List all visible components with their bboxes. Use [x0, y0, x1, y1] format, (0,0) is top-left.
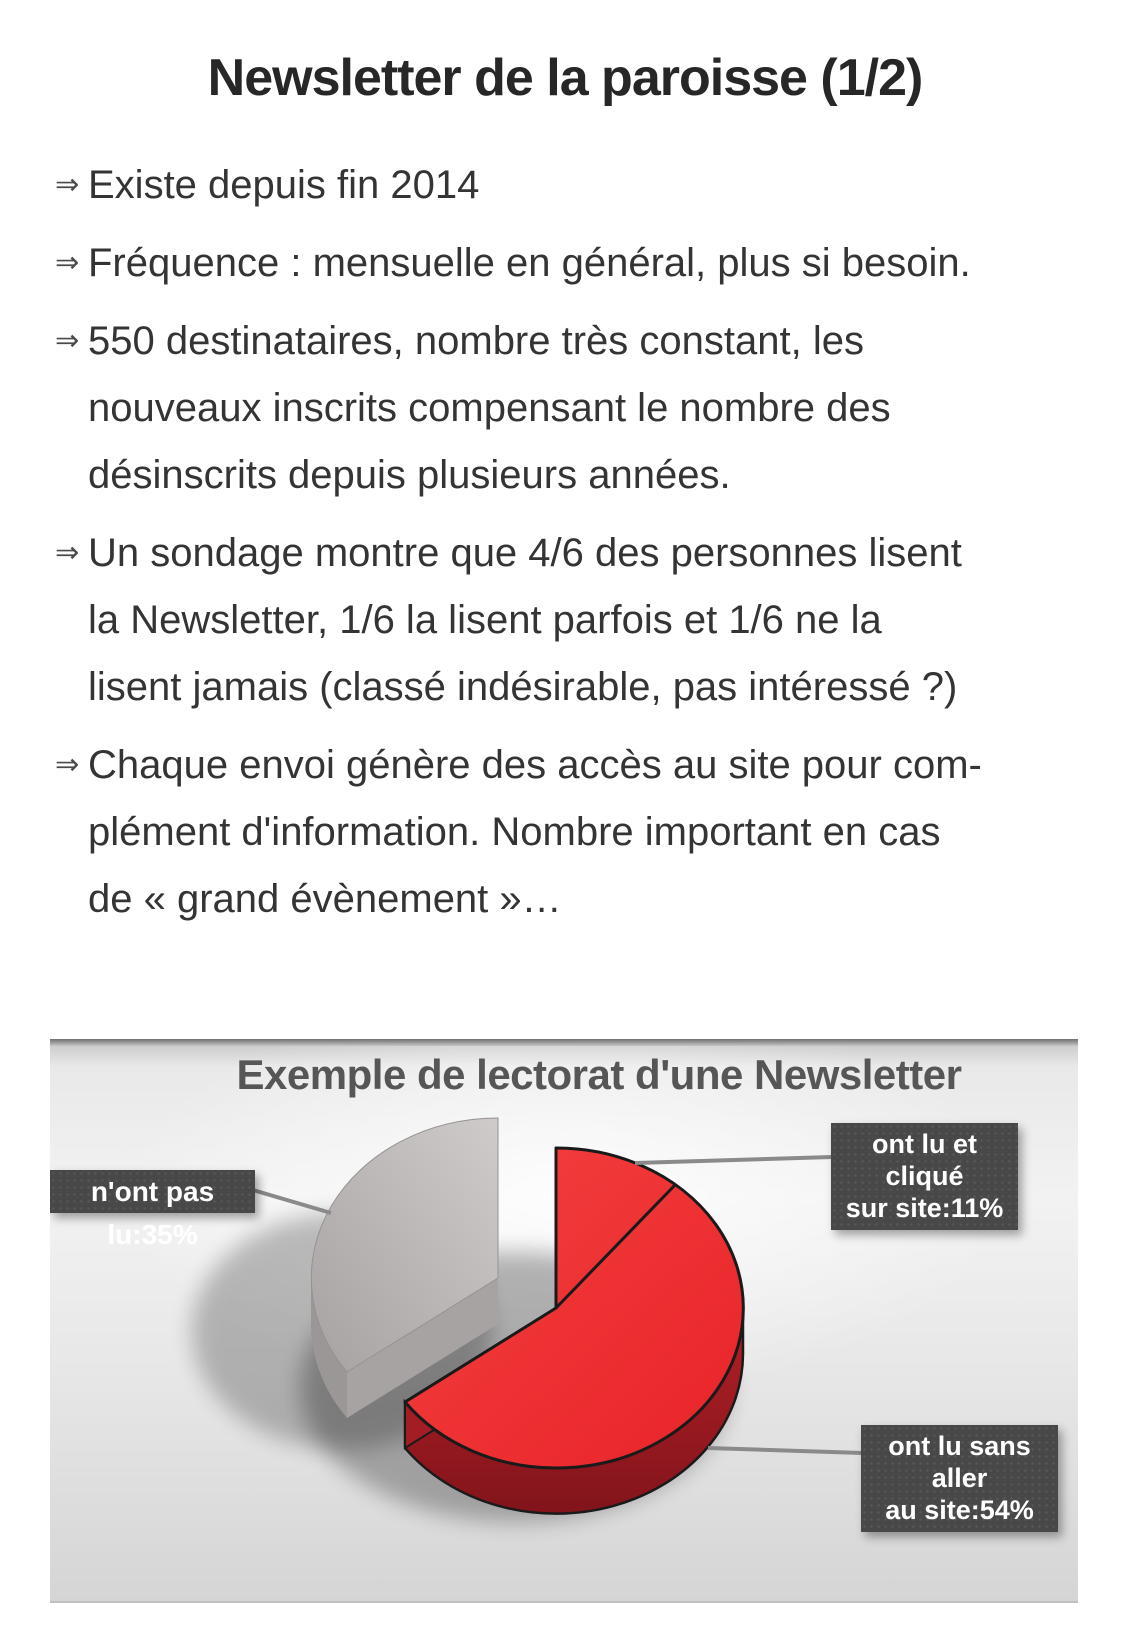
bullet-list: [0, 152, 1130, 933]
bullet-line: désinscrits depuis plusieurs années.: [88, 453, 731, 497]
bullet-text: [88, 308, 1130, 509]
callout-read-clicked-line1: ont lu et cliqué: [872, 1129, 977, 1191]
bullet-line: 550 destinataires, nombre très constant, les: [88, 319, 864, 363]
callout-read-clicked: [831, 1123, 1018, 1230]
chart-title: Exemple de lectorat d'une Newsletter: [236, 1051, 962, 1098]
bullet-line: lisent jamais (classé indésirable, pas intéressé ?): [88, 665, 958, 709]
bullet-line: Existe depuis fin 2014: [88, 163, 480, 207]
callout-not-read-text: n'ont pas lu:35%: [90, 1176, 215, 1250]
bullet-item: [55, 230, 1130, 297]
callout-read-no-click-line1: ont lu sans aller: [888, 1431, 1031, 1493]
double-arrow-bullet-icon: ⇒: [55, 169, 80, 201]
double-arrow-bullet-icon: ⇒: [55, 247, 80, 279]
bullet-item: [55, 520, 1130, 721]
callout-read-no-click-line2: au site:54%: [885, 1495, 1034, 1525]
bullet-text: [88, 732, 1130, 933]
callout-read-no-click: [861, 1425, 1058, 1532]
leader-line-read-no-click: [708, 1448, 862, 1453]
double-arrow-bullet-icon: ⇒: [55, 749, 80, 781]
bullet-text: [88, 230, 1130, 297]
bullet-item: [55, 732, 1130, 933]
bullet-line: plément d'information. Nombre important en cas: [88, 810, 941, 854]
bullet-item: [55, 308, 1130, 509]
page-title: Newsletter de la paroisse (1/2): [207, 49, 923, 107]
presentation-slide: [0, 48, 1130, 1648]
leader-line-read-clicked: [635, 1157, 832, 1163]
double-arrow-bullet-icon: ⇒: [55, 537, 80, 569]
callout-not-read: [50, 1170, 255, 1250]
bullet-line: la Newsletter, 1/6 la lisent parfois et 1/6 ne la: [88, 598, 882, 642]
bullet-text: [88, 520, 1130, 721]
leader-line-not-read: [253, 1190, 331, 1213]
bullet-item: [55, 152, 1130, 219]
bullet-line: nouveaux inscrits compensant le nombre des: [88, 386, 891, 430]
bullet-text: [88, 152, 1130, 219]
callout-read-clicked-line2: sur site:11%: [845, 1193, 1004, 1223]
double-arrow-bullet-icon: ⇒: [55, 325, 80, 357]
bullet-line: Fréquence : mensuelle en général, plus si besoin.: [88, 241, 971, 285]
bullet-line: de « grand évènement »…: [88, 877, 562, 921]
newsletter-readership-chart: [50, 1039, 1078, 1603]
bullet-line: Un sondage montre que 4/6 des personnes lisent: [88, 531, 962, 575]
bullet-line: Chaque envoi génère des accès au site pour com-: [88, 743, 982, 787]
